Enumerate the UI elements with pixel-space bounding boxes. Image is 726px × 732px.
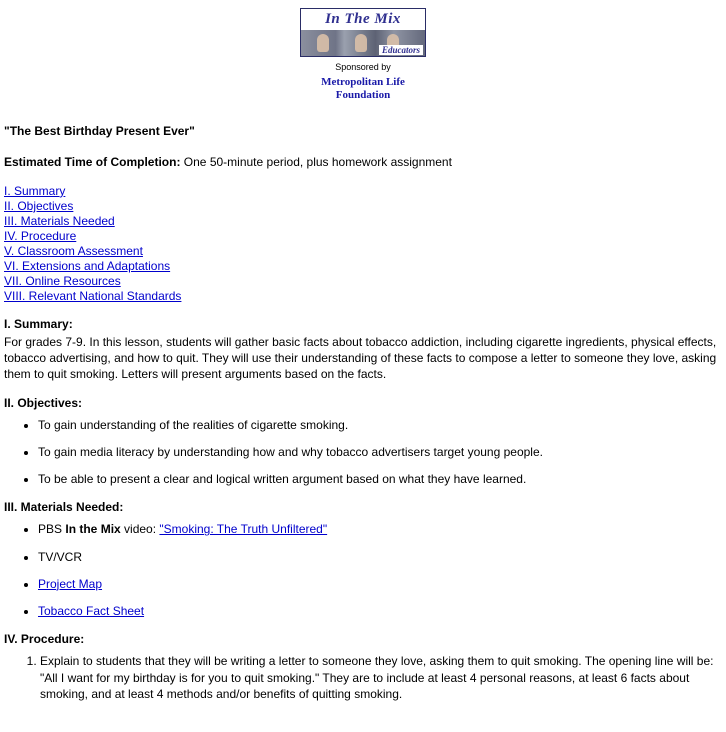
list-item — [4, 214, 722, 229]
list-item — [4, 229, 722, 244]
list-item — [38, 603, 722, 619]
toc-link-procedure[interactable]: IV. Procedure — [4, 228, 77, 243]
toc-link-objectives[interactable]: II. Objectives — [4, 198, 74, 213]
list-item — [4, 259, 722, 274]
section-heading-objectives: II. Objectives: — [4, 395, 83, 410]
section-heading-materials-needed: III. Materials Needed: — [4, 500, 124, 515]
toc-link-relevant-national-standards[interactable]: VIII. Relevant National Standards — [4, 288, 182, 303]
toc-link-materials-needed[interactable]: III. Materials Needed — [4, 213, 115, 228]
list-item: • To gain media literacy by understanding how and why tobacco advertisers target young people. — [38, 444, 722, 460]
toc-link-summary[interactable]: I. Summary — [4, 183, 66, 198]
section-heading-procedure: IV. Procedure: — [4, 632, 85, 647]
estimated-time-label: Estimated Time of Completion: — [4, 154, 181, 169]
tobacco-fact-sheet-link[interactable]: Tobacco Fact Sheet — [38, 604, 145, 619]
section-heading-summary: I. Summary: — [4, 316, 73, 331]
list-item: • To gain understanding of the realities of cigarette smoking. — [38, 417, 722, 433]
document-content — [0, 123, 726, 732]
estimated-time-value: One 50-minute period, plus homework assignment — [180, 154, 452, 169]
list-item: 1. Explain to students that they will be writing a letter to someone they love, asking them to quit smoking. The opening line will be: "All I want for my birthday is for you to quit smoking." They are to include at least 4 personal reasons, at least 6 facts about smoking, and at least 4 methods and/or benefits of quitting smoking. — [40, 653, 722, 702]
list-item — [38, 521, 722, 537]
sponsor-line-1: Metropolitan Life — [321, 76, 405, 89]
list-item: • To be able to present a clear and logical written argument based on what they have learned. — [38, 471, 722, 487]
materials-video-series: In the Mix — [65, 522, 121, 537]
list-item: • TV/VCR — [38, 549, 722, 565]
logo-title-text: In The Mix — [301, 9, 425, 30]
list-item — [4, 244, 722, 259]
page-header — [0, 0, 726, 107]
page-title: "The Best Birthday Present Ever" — [4, 124, 195, 139]
toc-link-extensions-and-adaptations[interactable]: VI. Extensions and Adaptations — [4, 258, 171, 273]
logo-educators-badge: Educators — [379, 45, 423, 55]
sponsor-line-2: Foundation — [335, 88, 391, 101]
table-of-contents — [4, 184, 722, 304]
list-item — [38, 576, 722, 592]
procedure-list — [4, 653, 722, 702]
logo-face-icon — [317, 34, 329, 52]
list-item — [4, 184, 722, 199]
list-item — [4, 199, 722, 214]
estimated-time — [4, 154, 722, 170]
in-the-mix-logo — [300, 8, 426, 57]
sponsored-label: Sponsored by — [335, 62, 391, 72]
list-item — [4, 289, 722, 304]
materials-list — [4, 521, 722, 619]
project-map-link[interactable]: Project Map — [38, 576, 103, 591]
list-item — [4, 274, 722, 289]
objectives-list — [4, 417, 722, 488]
summary-paragraph: For grades 7-9. In this lesson, students will gather basic facts about tobacco addiction, including cigarette ingredients, physical effects, tobacco advertising, and how to quit. They will use their understanding of these facts to compose a letter to someone they love, asking them to quit smoking. Letters will present arguments based on the facts. — [4, 334, 717, 382]
toc-link-online-resources[interactable]: VII. Online Resources — [4, 273, 121, 288]
toc-link-classroom-assessment[interactable]: V. Classroom Assessment — [4, 243, 143, 258]
logo-face-icon — [355, 34, 367, 52]
sponsor-logo — [0, 76, 726, 101]
materials-video-prefix: PBS — [38, 522, 66, 537]
materials-video-mid: video: — [120, 522, 160, 537]
video-title-link[interactable]: "Smoking: The Truth Unfiltered" — [159, 522, 328, 537]
